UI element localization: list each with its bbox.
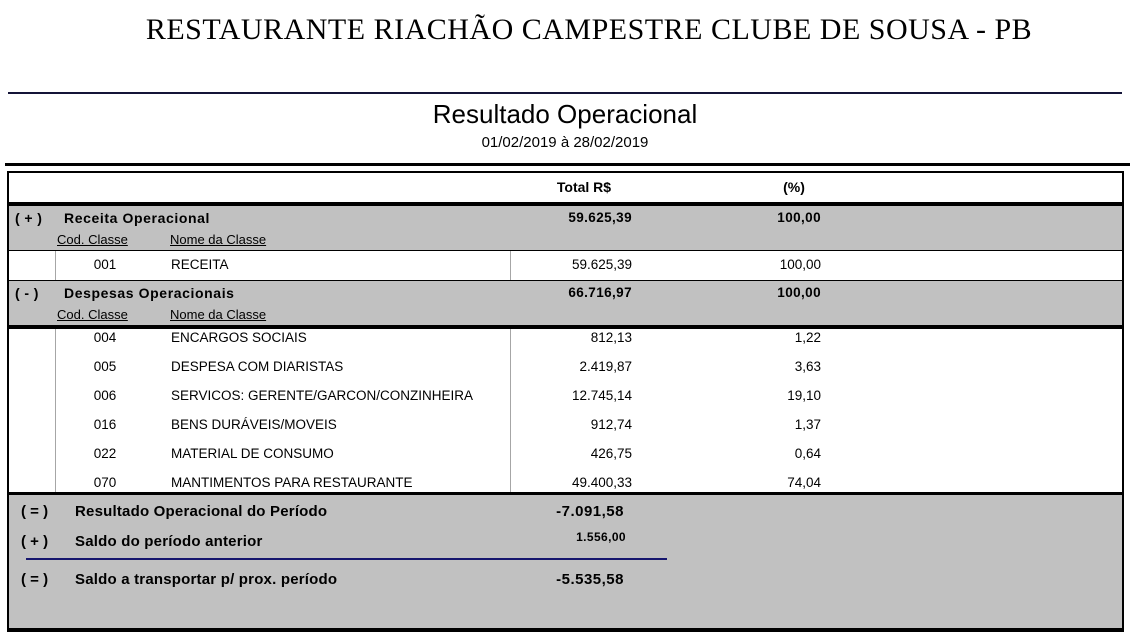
row-code: 022 [93, 446, 117, 461]
row-percent: 1,37 [794, 417, 821, 432]
row-code: 070 [93, 475, 117, 490]
section-sign: ( - ) [15, 285, 39, 301]
row-total: 59.625,39 [571, 257, 632, 272]
section-label: Receita Operacional [64, 210, 211, 226]
class-header-nome: Nome da Classe [170, 232, 267, 247]
table-row [9, 475, 1122, 491]
table-row [9, 330, 1122, 346]
row-name: DESPESA COM DIARISTAS [171, 359, 344, 374]
column-separator [510, 329, 511, 492]
section-percent: 100,00 [777, 285, 821, 300]
receita-detail-row [9, 251, 1122, 281]
report-period: 01/02/2019 à 28/02/2019 [481, 134, 649, 151]
row-percent: 100,00 [779, 257, 821, 272]
summary-row-saldo-anterior [9, 530, 1122, 551]
row-percent: 3,63 [794, 359, 821, 374]
column-separator [55, 329, 56, 492]
section-band-despesas [9, 281, 1122, 329]
summary-section [9, 495, 1122, 628]
row-code: 005 [93, 359, 117, 374]
row-total: 812,13 [590, 330, 632, 345]
row-total: 912,74 [590, 417, 632, 432]
section-band-receita [9, 206, 1122, 251]
subtotal-rule [26, 558, 667, 560]
column-header-percent: (%) [783, 179, 805, 195]
summary-value: -5.535,58 [556, 571, 624, 588]
section-sign: ( + ) [15, 210, 43, 226]
header-divider-rule [8, 92, 1122, 94]
row-name: BENS DURÁVEIS/MOVEIS [171, 417, 337, 432]
row-total: 49.400,33 [571, 475, 632, 490]
table-row [9, 388, 1122, 404]
summary-label: Saldo a transportar p/ prox. período [75, 571, 338, 588]
section-band-line [9, 285, 1122, 302]
summary-row-resultado [9, 503, 1122, 521]
section-label: Despesas Operacionais [64, 285, 235, 301]
row-percent: 0,64 [794, 446, 821, 461]
results-table [7, 171, 1124, 632]
section-percent: 100,00 [777, 210, 821, 225]
class-header-nome: Nome da Classe [170, 307, 267, 322]
summary-value: -7.091,58 [556, 503, 624, 520]
row-percent: 19,10 [787, 388, 821, 403]
row-code: 001 [93, 257, 117, 272]
row-total: 426,75 [590, 446, 632, 461]
row-code: 016 [93, 417, 117, 432]
class-header-cod: Cod. Classe [57, 307, 128, 322]
section-total: 59.625,39 [568, 210, 632, 225]
column-header-total: Total R$ [556, 179, 612, 195]
summary-sign: ( = ) [21, 571, 49, 588]
row-name: SERVICOS: GERENTE/GARCON/CONZINHEIRA [171, 388, 474, 403]
class-header-cod: Cod. Classe [57, 232, 128, 247]
summary-label: Resultado Operacional do Período [75, 503, 328, 520]
row-code: 006 [93, 388, 117, 403]
row-name: MATERIAL DE CONSUMO [171, 446, 334, 461]
row-percent: 1,22 [794, 330, 821, 345]
table-row [9, 257, 1122, 273]
row-percent: 74,04 [787, 475, 821, 490]
table-row [9, 359, 1122, 375]
row-total: 2.419,87 [579, 359, 632, 374]
summary-value: 1.556,00 [576, 530, 626, 544]
row-name: MANTIMENTOS PARA RESTAURANTE [171, 475, 413, 490]
table-header-row [9, 173, 1122, 206]
summary-sign: ( = ) [21, 503, 49, 520]
row-name: ENCARGOS SOCIAIS [171, 330, 307, 345]
summary-row-saldo-transportar [9, 571, 1122, 589]
despesas-detail-rows [9, 329, 1122, 495]
table-row [9, 446, 1122, 462]
table-row [9, 417, 1122, 433]
report-title: Resultado Operacional [432, 99, 698, 129]
class-header-row [9, 232, 1122, 248]
company-title: RESTAURANTE RIACHÃO CAMPESTRE CLUBE DE SOUSA - PB [145, 13, 1033, 46]
row-name: RECEITA [171, 257, 229, 272]
table-top-rule [5, 163, 1130, 166]
row-total: 12.745,14 [571, 388, 632, 403]
summary-label: Saldo do período anterior [75, 533, 263, 550]
summary-sign: ( + ) [21, 533, 49, 550]
section-total: 66.716,97 [568, 285, 632, 300]
class-header-row [9, 307, 1122, 323]
row-code: 004 [93, 330, 117, 345]
section-band-line [9, 210, 1122, 227]
